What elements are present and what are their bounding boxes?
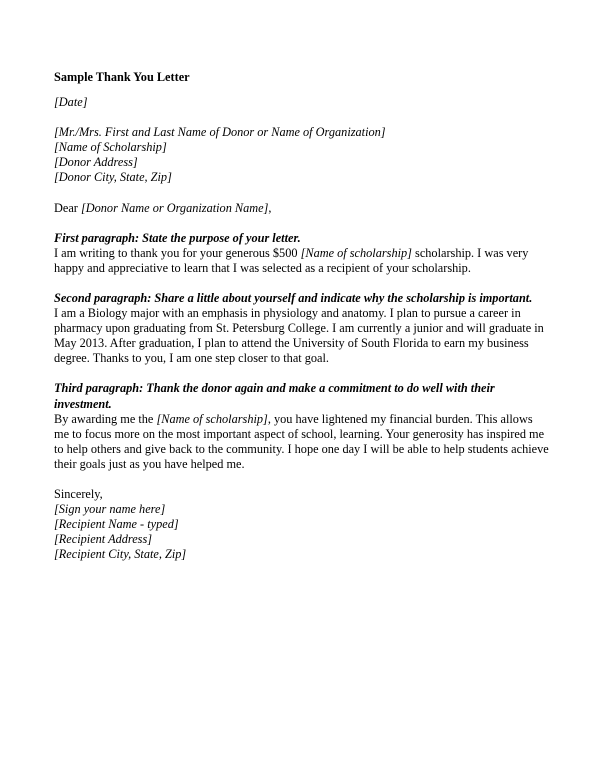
recipient-line-2: [Name of Scholarship] xyxy=(54,140,167,155)
p2-line-2: pharmacy upon graduating from St. Petersburg College. I am currently a junior and will graduate in xyxy=(54,321,544,336)
p3-line-4: their goals just as you have helped me. xyxy=(54,456,245,471)
second-paragraph-heading: Second paragraph: Share a little about yourself and indicate why the scholarship is important. xyxy=(54,290,533,305)
closing-city-placeholder: [Recipient City, State, Zip] xyxy=(54,547,187,562)
closing-block xyxy=(54,487,554,562)
p2-line-3: May 2013. After graduation, I plan to attend the University of South Florida to earn my business xyxy=(54,336,529,351)
salutation-name: [Donor Name or Organization Name] xyxy=(80,200,269,215)
letter-body xyxy=(54,70,554,577)
p3-line-3: to help others and give back to the community. I hope one day I will be able to help students achieve xyxy=(54,441,549,456)
date-block xyxy=(54,95,554,110)
p1-text-c: scholarship. I was very xyxy=(411,245,529,260)
third-paragraph xyxy=(54,381,554,472)
p2-line-1: I am a Biology major with an emphasis in physiology and anatomy. I plan to pursue a career in xyxy=(54,306,521,321)
p1-scholarship-placeholder: [Name of scholarship] xyxy=(300,245,412,260)
recipient-address-block xyxy=(54,125,554,185)
closing-name-placeholder: [Recipient Name - typed] xyxy=(54,517,179,532)
salutation-prefix: Dear xyxy=(54,200,81,215)
closing-address-placeholder: [Recipient Address] xyxy=(54,532,153,547)
p1-line-2: happy and appreciative to learn that I was selected as a recipient of your scholarship. xyxy=(54,260,471,275)
p3-scholarship-placeholder: [Name of scholarship] xyxy=(156,411,268,426)
third-paragraph-heading-cont: investment. xyxy=(54,396,112,411)
closing-sincerely: Sincerely, xyxy=(54,486,103,501)
first-paragraph-heading: First paragraph: State the purpose of your letter. xyxy=(54,230,301,245)
salutation-suffix: , xyxy=(268,200,272,215)
p1-text-a: I am writing to thank you for your generous $500 xyxy=(54,245,301,260)
p3-line-2: me to focus more on the most important aspect of school, learning. Your generosity has inspired me xyxy=(54,426,545,441)
date-placeholder: [Date] xyxy=(54,95,88,110)
p2-line-4: degree. Thanks to you, I am one step closer to that goal. xyxy=(54,351,330,366)
salutation xyxy=(54,201,554,216)
recipient-line-3: [Donor Address] xyxy=(54,155,138,170)
third-paragraph-heading: Third paragraph: Thank the donor again and make a commitment to do well with their xyxy=(54,381,495,396)
document-title: Sample Thank You Letter xyxy=(54,70,190,84)
p3-text-c: , you have lightened my financial burden. This allows xyxy=(267,411,533,426)
p3-text-a: By awarding me the xyxy=(54,411,157,426)
first-paragraph xyxy=(54,231,554,276)
recipient-line-1: [Mr./Mrs. First and Last Name of Donor or Name of Organization] xyxy=(54,125,386,140)
recipient-line-4: [Donor City, State, Zip] xyxy=(54,170,172,185)
closing-sign-placeholder: [Sign your name here] xyxy=(54,502,166,517)
second-paragraph xyxy=(54,291,554,366)
